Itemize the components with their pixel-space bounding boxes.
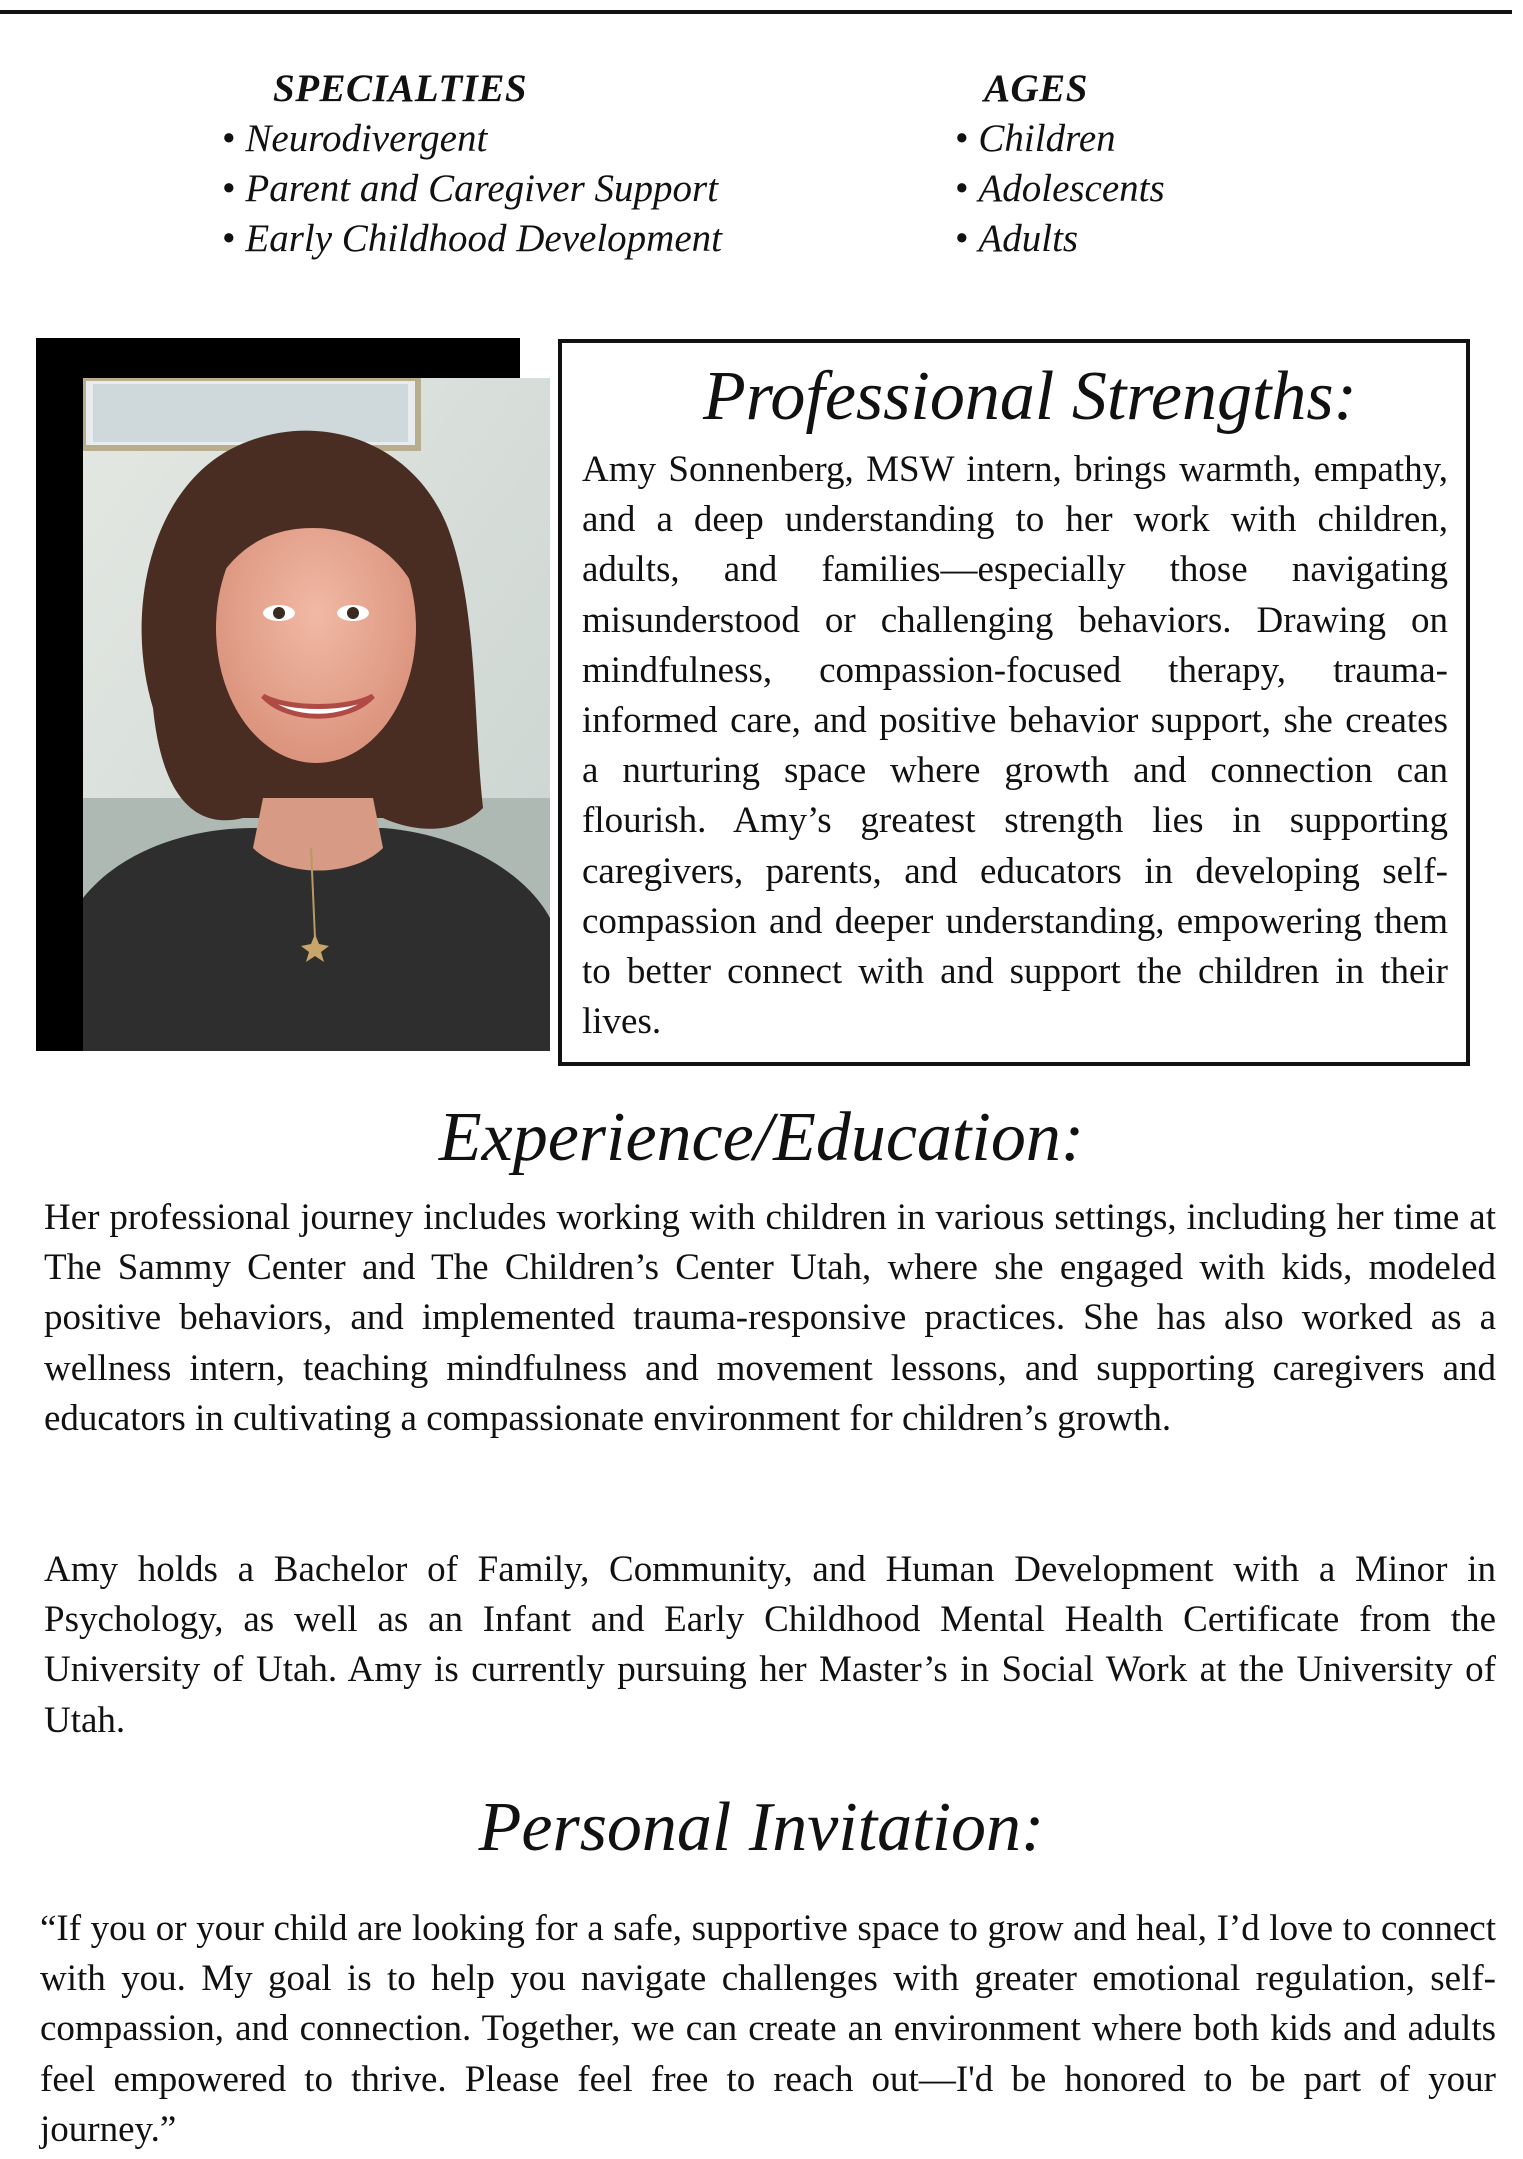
specialty-item: • Neurodivergent <box>222 114 722 164</box>
professional-strengths-title: Professional Strengths: <box>703 358 1357 435</box>
age-item: • Adults <box>955 214 1165 264</box>
age-item: • Children <box>955 114 1165 164</box>
experience-education-title: Experience/Education: <box>438 1099 1085 1176</box>
personal-invitation-title: Personal Invitation: <box>478 1789 1045 1866</box>
professional-strengths-box <box>558 339 1470 1066</box>
professional-strengths-text: Amy Sonnenberg, MSW intern, brings warmth, empathy, and a deep understanding to her work with children, adults, and families—especially those navigating misunderstood or challenging behaviors. Drawing on mindfulness, compassion-focused therapy, trauma-informed care, and positive behavior support, she creates a nurturing space where growth and connection can flourish. Amy’s greatest strength lies in supporting caregivers, parents, and educators in developing self-compassion and deeper understanding, empowering them to better connect with and support the children in their lives. <box>582 449 1448 1043</box>
ages-heading: AGES <box>984 67 1088 110</box>
education-paragraph: Amy holds a Bachelor of Family, Community, and Human Development with a Minor in Psychology, as well as an Infant and Early Childhood Mental Health Certificate from the University of Utah. Amy is currently pursuing her Master’s in Social Work at the University of Utah. <box>44 1549 1496 1741</box>
portrait-photo <box>83 378 550 1051</box>
specialties-list <box>222 64 722 264</box>
age-item: • Adolescents <box>955 164 1165 214</box>
ages-list <box>955 64 1165 264</box>
specialties-heading: SPECIALTIES <box>273 67 528 110</box>
personal-invitation-quote: “If you or your child are looking for a safe, supportive space to grow and heal, I’d love to connect with you. My goal is to help you navigate challenges with greater emotional regulation, self-compassion, and connection. Together, we can create an environment where both kids and adults feel empowered to thrive. Please feel free to reach out—I'd be honored to be part of your journey.” <box>40 1908 1496 2150</box>
specialty-item: • Early Childhood Development <box>222 214 722 264</box>
specialty-item: • Parent and Caregiver Support <box>222 164 722 214</box>
experience-paragraph: Her professional journey includes working with children in various settings, including her time at The Sammy Center and The Children’s Center Utah, where she engaged with kids, modeled positive behaviors, and implemented trauma-responsive practices. She has also worked as a wellness intern, teaching mindfulness and movement lessons, and supporting caregivers and educators in cultivating a compassionate environment for children’s growth. <box>44 1197 1496 1439</box>
top-rule <box>0 10 1512 14</box>
